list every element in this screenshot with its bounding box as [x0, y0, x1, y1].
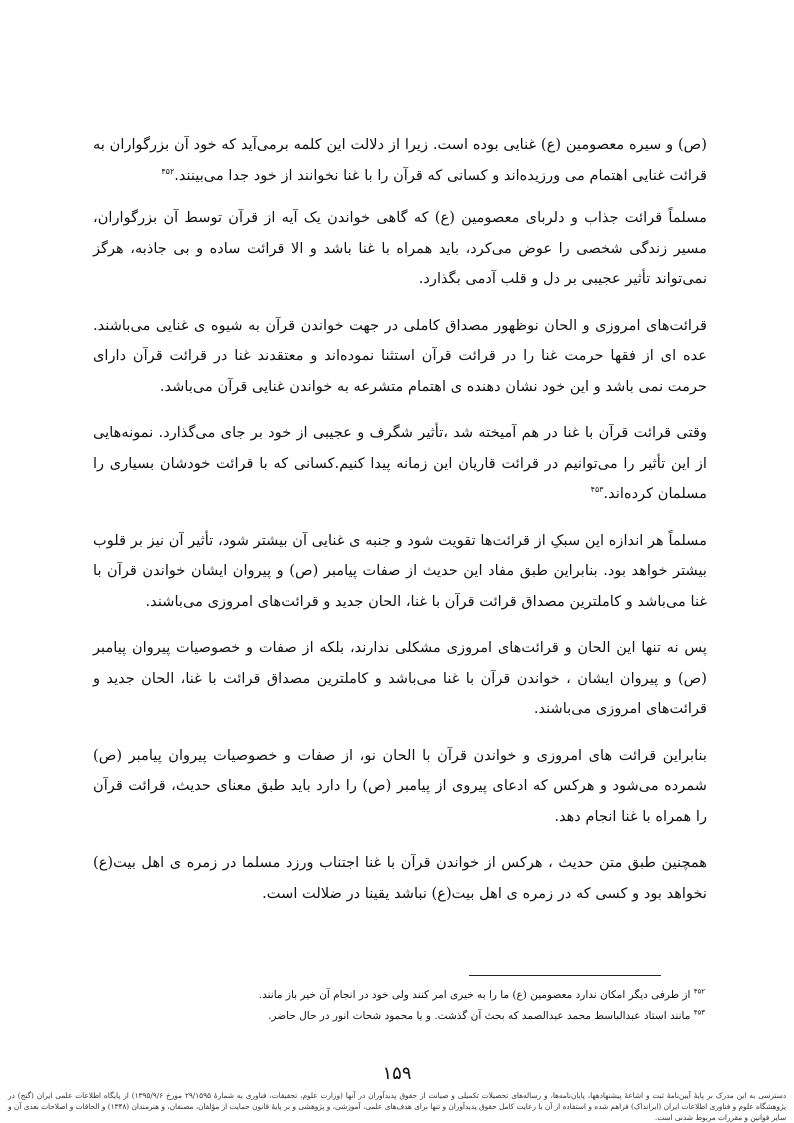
- footnote-453: [200, 1006, 705, 1027]
- footnote-ref-453[interactable]: ۴۵۳: [590, 485, 604, 495]
- footnote-divider: [469, 975, 661, 976]
- paragraph-2: مسلماً قرائت جذاب و دلربای معصومین (ع) که گاهی خواندن یک آیه از قرآن توسط آن بزرگواران، مسیر زندگی شخصی را عوض می‌کرد، باید همراه با غنا باشد و الا قرائت ساده و بی جاذبه، هرگز نمی‌تواند تأثیر عجیبی بر دل و قلب آدمی بگذارد.: [93, 209, 707, 287]
- paragraph-3: قرائت‌های امروزی و الحان نوظهور مصداق کاملی در جهت خواندن قرآن به شیوه ی غنایی می‌باشند. عده ای از فقها حرمت غنا را در قرائت قرآن استثنا نموده‌اند و معتقدند غنا در قرائت قرآن دارای حرمت نمی باشد و این خود نشان دهنده ی اهتمام متشرعه به خواندن غنایی قرآن می‌باشد.: [93, 316, 707, 395]
- footnote-number: ۴۵۳: [693, 1008, 705, 1017]
- paragraph-6: پس نه تنها این الحان و قرائت‌های امروزی مشکلی ندارند، بلکه از صفات و خصوصیات پیروان پیامبر (ص) و پیروان ایشان ، خواندن قرآن با غنا می‌باشد و کاملترین مصداق قرائت با غنا، الحان جدید و قرائت‌های امروزی می‌باشند.: [93, 639, 707, 717]
- footnote-ref-452[interactable]: ۴۵۲: [161, 166, 175, 176]
- page-number: ۱۵۹: [382, 1063, 412, 1084]
- footnote-text: مانند استاد عبدالباسط محمد عبدالصمد که بحث آن گذشت. و یا محمود شحات انور در حال حاضر.: [268, 1010, 691, 1022]
- paragraph-1: (ص) و سیره معصومین (ع) غنایی بوده است. زیرا از دلالت این کلمه برمی‌آید که خود آن بزرگواران به قرائت غنایی اهتمام می ورزیده‌اند و کسانی که قرآن را با غنا نخوانند از خود جدا می‌بینند.$^{۴۵۲}$: [93, 136, 707, 184]
- paragraph-8: همچنین طبق متن حدیث ، هرکس از خواندن قرآن با غنا اجتناب ورزد مسلما در زمره ی اهل بیت(ع) نخواهد بود و کسی که در زمره ی اهل بیت(ع) نباشد یقینا در ضلالت است.: [93, 854, 707, 902]
- paragraph-4: وقتی قرائت قرآن با غنا در هم آمیخته شد ،تأثیر شگرف و عجیبی از خود بر جای می‌گذارد. نمونه‌هایی از این تأثیر را می‌توانیم در قرائت قاریان این زمانه پیدا کنیم.کسانی که با قرائت خودشان بسیاری را مسلمان کرده‌اند.$^{۴۵۳}$: [93, 424, 707, 502]
- legal-notice: دسترسی به این مدرک بر پایهٔ آیین‌نامهٔ ثبت و اشاعهٔ پیشنهادهها، پایان‌نامه‌ها، و رساله‌های تحصیلات تکمیلی و صیانت از حقوق پدیدآوران در آنها (وزارت علوم، تحقیقات، فناوری به شمارهٔ ۲۹/۱۵۹۵ مورخ ۱۳۹۵/۹/۶) از پایگاه اطلاعات علمی ایران (گنج) در پژوهشگاه علوم و فناوری اطلاعات ایران (ایرانداک) فراهم شده و استفاده از آن با رعایت کامل حقوق پدیدآوران و تنها برای هدف‌های علمی، آموزشی، و پژوهشی و بر پایهٔ قانون حمایت از مؤلفان، مصنفان، و هنرمندان (۱۳۴۸) و الحاقات و اصلاحات بعدی آن و سایر قوانین و مقررات مربوط شدنی است.: [8, 1091, 787, 1122]
- footnotes: [200, 985, 705, 1027]
- paragraph-5: مسلماً هر اندازه این سبکِ از قرائت‌ها تقویت شود و جنبه ی غنایی آن بیشتر شود، تأثیر آن نیز بر قلوب بیشتر خواهد بود. بنابراین طبق مفاد این حدیث از صفات پیامبر (ص) و پیروان ایشان خواندن قرآن با غنا می‌باشد و کاملترین مصداق قرائت قرآن با غنا، الحان جدید و قرائت‌های امروزی می‌باشند.: [93, 531, 707, 610]
- footnote-452: [200, 985, 705, 1006]
- body-text: [93, 130, 707, 925]
- footnote-text: از طرفی دیگر امکان ندارد معصومین (ع) ما را به خیری امر کنند ولی خود در انجام آن خیر باز مانند.: [258, 989, 691, 1001]
- paragraph-7: بنابراین قرائت های امروزی و خواندن قرآن با الحان نو، از صفات و خصوصیات پیروان پیامبر (ص) شمرده می‌شود و هرکس که ادعای پیروی از پیامبر (ص) را دارد باید طبق معنای حدیث، قرائت قرآن را همراه با غنا انجام دهد.: [93, 746, 707, 825]
- footnote-number: ۴۵۲: [693, 987, 705, 996]
